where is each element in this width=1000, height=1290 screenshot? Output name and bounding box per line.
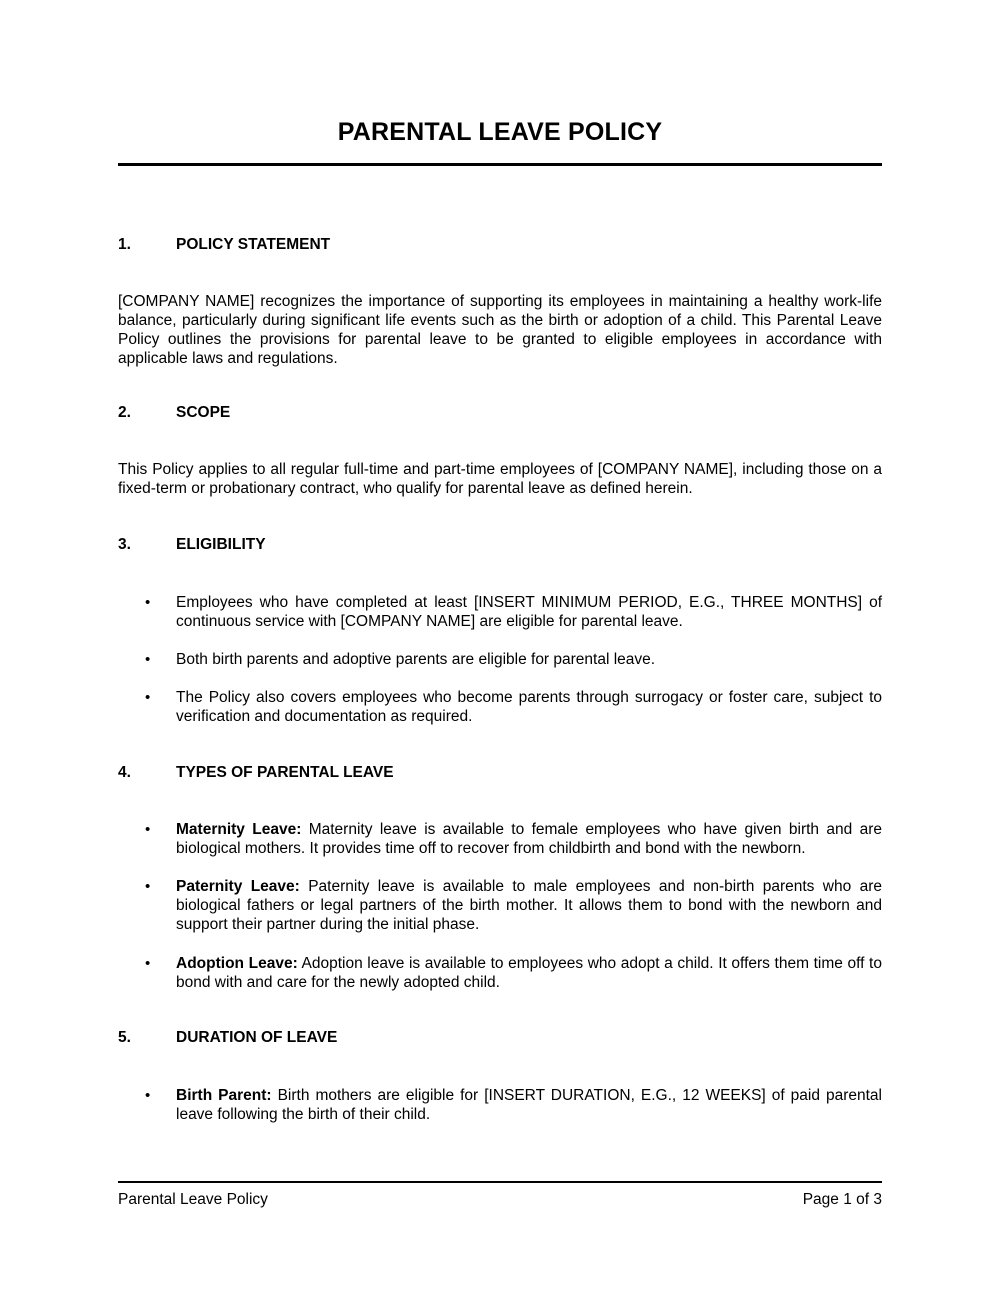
list-item-text: [176, 954, 882, 992]
list-item-term: Maternity Leave:: [176, 821, 302, 838]
section-number: 4.: [118, 764, 131, 781]
list-item-description: Paternity leave is available to male employees and non-birth parents who are biological fathers or legal partners of the birth mother. It allows them to bond with the newborn and support their partner during the initial phase.: [176, 878, 883, 933]
list-item-term: Birth Parent:: [176, 1087, 272, 1104]
list-item: [118, 593, 882, 631]
list-item-text: Both birth parents and adoptive parents are eligible for parental leave.: [176, 651, 656, 668]
bullet-icon: •: [145, 689, 151, 706]
document-title: PARENTAL LEAVE POLICY: [337, 118, 663, 146]
list-item-text: [176, 820, 882, 858]
section-title: ELIGIBILITY: [176, 536, 266, 553]
section-number: 2.: [118, 404, 131, 421]
list-item: [118, 820, 882, 858]
list-item-term: Paternity Leave:: [176, 878, 300, 895]
bullet-icon: •: [145, 594, 151, 611]
list-item-text: The Policy also covers employees who become parents through surrogacy or foster care, subject to verification and documentation as required.: [176, 689, 882, 725]
list-item-text: Employees who have completed at least [INSERT MINIMUM PERIOD, E.G., THREE MONTHS] of continuous service with [COMPANY NAME] are eligible for parental leave.: [176, 594, 882, 630]
list-item: [118, 688, 882, 726]
list-item: [118, 650, 882, 669]
list-item-term: Adoption Leave:: [176, 955, 298, 972]
section-number: 5.: [118, 1029, 131, 1046]
title-divider: [118, 163, 882, 166]
policy-statement-paragraph: [COMPANY NAME] recognizes the importance of supporting its employees in maintaining a healthy work-life balance, particularly during significant life events such as the birth or adoption of a child. This Parental Leave Policy outlines the provisions for parental leave to be granted to eligible employees in accordance with applicable laws and regulations.: [118, 293, 882, 367]
scope-paragraph: This Policy applies to all regular full-time and part-time employees of [COMPANY NAME], including those on a fixed-term or probationary contract, who qualify for parental leave as defined herein.: [118, 461, 882, 497]
section-number: 1.: [118, 236, 131, 253]
list-item: [118, 877, 882, 934]
list-item-description: Birth mothers are eligible for [INSERT DURATION, E.G., 12 WEEKS] of paid parental leave following the birth of their child.: [176, 1087, 882, 1123]
list-item-text: [176, 1086, 882, 1124]
footer-divider: [118, 1181, 882, 1183]
section-number: 3.: [118, 536, 131, 553]
footer-page-number: Page 1 of 3: [802, 1191, 882, 1208]
footer-document-name: Parental Leave Policy: [118, 1191, 268, 1208]
list-item: [118, 954, 882, 992]
list-item-description: Adoption leave is available to employees who adopt a child. It offers them time off to bond with and care for the newly adopted child.: [176, 955, 882, 991]
list-item-text: [176, 877, 882, 934]
bullet-icon: •: [145, 878, 151, 895]
bullet-icon: •: [145, 955, 151, 972]
bullet-icon: •: [145, 1087, 151, 1104]
bullet-icon: •: [145, 821, 151, 838]
section-title: POLICY STATEMENT: [176, 236, 331, 253]
bullet-icon: •: [145, 651, 151, 668]
list-item: [118, 1086, 882, 1124]
section-title: DURATION OF LEAVE: [176, 1029, 338, 1046]
section-title: TYPES OF PARENTAL LEAVE: [176, 764, 394, 781]
section-title: SCOPE: [176, 404, 231, 421]
list-item-description: Maternity leave is available to female employees who have given birth and are biological mothers. It provides time off to recover from childbirth and bond with the newborn.: [176, 821, 883, 857]
